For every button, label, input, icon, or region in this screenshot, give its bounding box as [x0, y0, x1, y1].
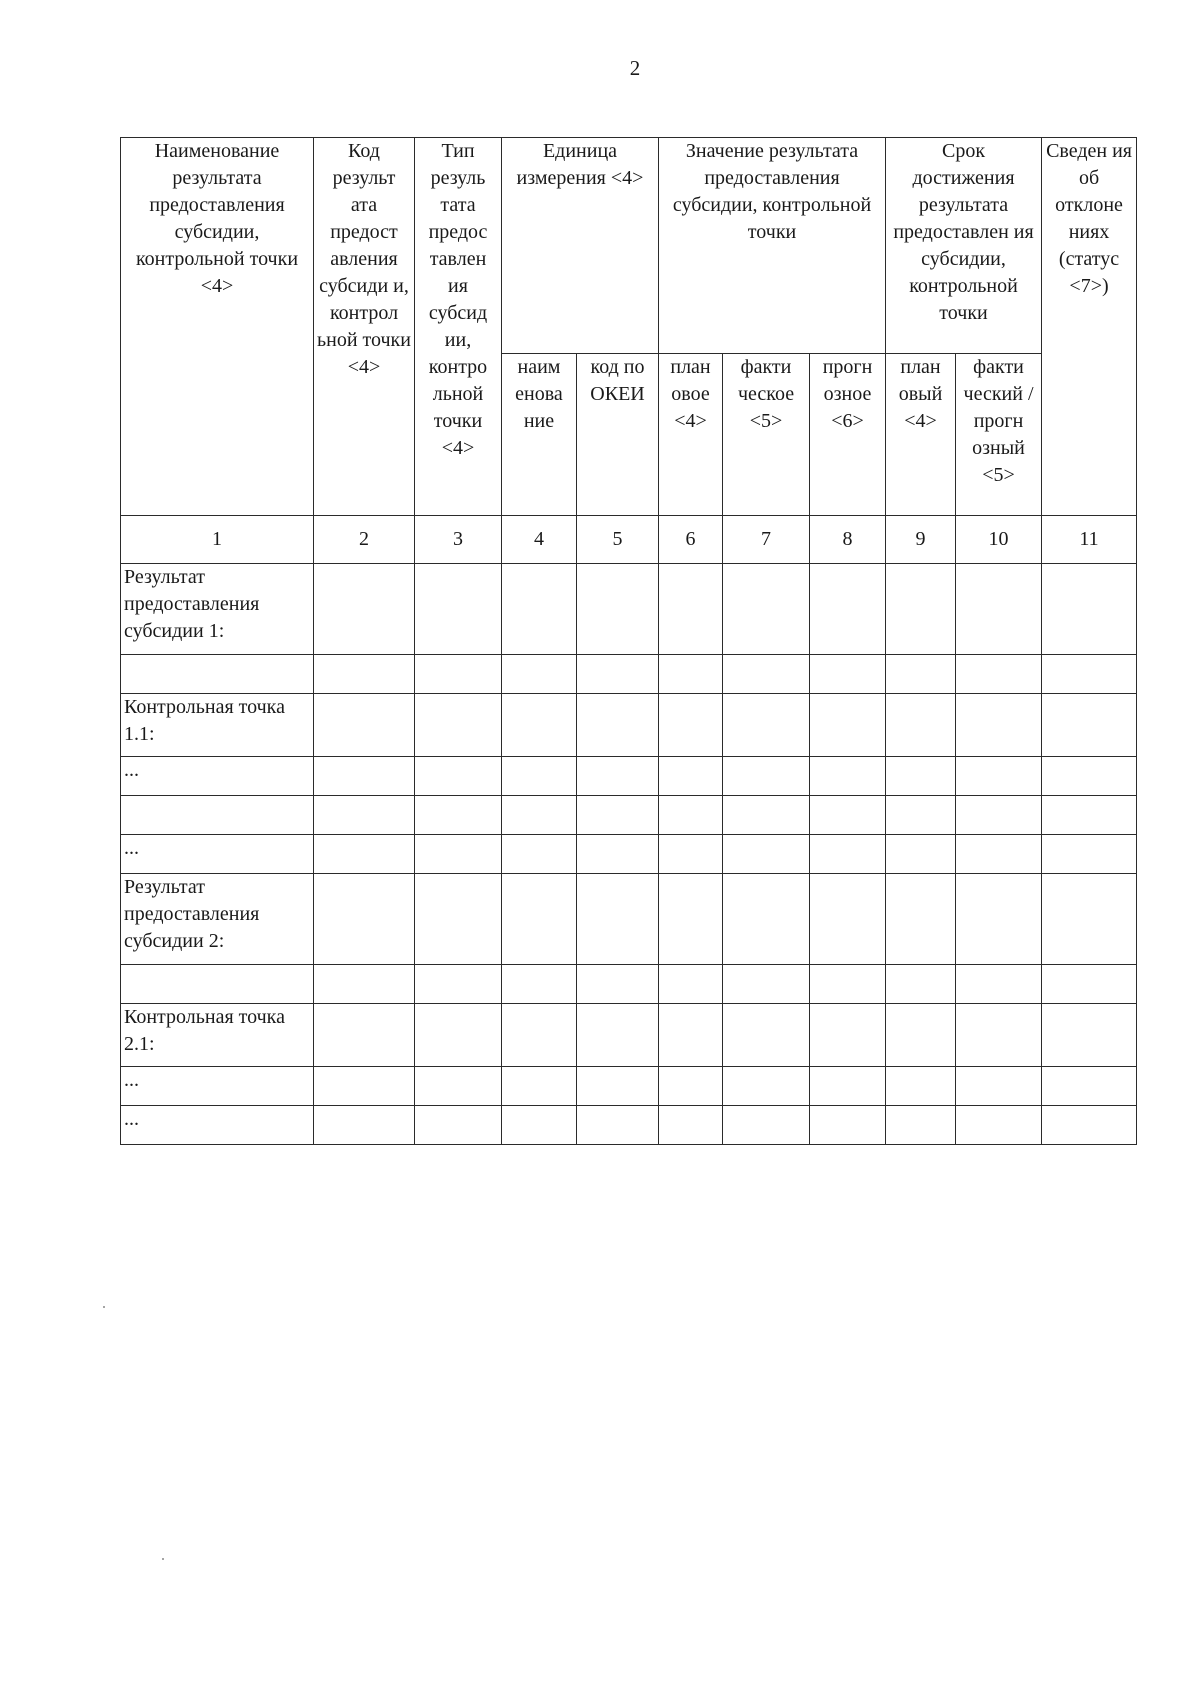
- table-cell: [659, 694, 723, 757]
- table-cell: [577, 1004, 659, 1067]
- table-cell: [502, 694, 577, 757]
- table-cell: [502, 1004, 577, 1067]
- table-cell: [577, 965, 659, 1004]
- table-cell: [415, 1067, 502, 1106]
- table-cell: [956, 655, 1042, 694]
- table-cell: [723, 1067, 810, 1106]
- scan-speck: [103, 1306, 105, 1308]
- row-label: [121, 655, 314, 694]
- table-cell: [723, 564, 810, 655]
- table-cell: [810, 796, 886, 835]
- header-deadline-actual: факти ческий /прогн озный <5>: [956, 354, 1042, 516]
- column-number: 3: [415, 516, 502, 564]
- table-cell: [502, 1067, 577, 1106]
- table-cell: [577, 1067, 659, 1106]
- table-cell: [810, 694, 886, 757]
- table-cell: [723, 835, 810, 874]
- table-cell: [956, 694, 1042, 757]
- table-cell: [415, 835, 502, 874]
- table-cell: [659, 655, 723, 694]
- table-cell: [956, 874, 1042, 965]
- table-row: [121, 965, 1137, 1004]
- table-cell: [415, 757, 502, 796]
- column-number: 8: [810, 516, 886, 564]
- header-value-planned: план овое <4>: [659, 354, 723, 516]
- table-cell: [659, 757, 723, 796]
- table-cell: [723, 796, 810, 835]
- table-cell: [502, 835, 577, 874]
- header-value-forecast: прогн озное <6>: [810, 354, 886, 516]
- table-cell: [723, 694, 810, 757]
- table-row: [121, 835, 1137, 874]
- column-number: 11: [1042, 516, 1137, 564]
- table-cell: [415, 694, 502, 757]
- table-cell: [314, 1004, 415, 1067]
- table-row: [121, 796, 1137, 835]
- table-cell: [415, 965, 502, 1004]
- table-cell: [415, 564, 502, 655]
- table-cell: [1042, 694, 1137, 757]
- table-cell: [502, 564, 577, 655]
- table-cell: [1042, 1067, 1137, 1106]
- table-cell: [577, 655, 659, 694]
- row-label: Контрольная точка 1.1:: [121, 694, 314, 757]
- table-cell: [415, 1004, 502, 1067]
- header-unit-okei: код по ОКЕИ: [577, 354, 659, 516]
- row-label: ...: [121, 1067, 314, 1106]
- table-cell: [723, 874, 810, 965]
- scan-speck: [162, 1558, 164, 1560]
- table-cell: [314, 874, 415, 965]
- row-label: [121, 796, 314, 835]
- table-cell: [723, 1004, 810, 1067]
- table-cell: [956, 1004, 1042, 1067]
- table-row: [121, 1004, 1137, 1067]
- table-cell: [659, 1067, 723, 1106]
- column-number: 2: [314, 516, 415, 564]
- table-cell: [810, 1004, 886, 1067]
- table-cell: [415, 1106, 502, 1145]
- table-cell: [1042, 655, 1137, 694]
- table-cell: [723, 965, 810, 1004]
- table-row: [121, 874, 1137, 965]
- table-cell: [956, 757, 1042, 796]
- row-label: Контрольная точка 2.1:: [121, 1004, 314, 1067]
- table-cell: [810, 965, 886, 1004]
- table-cell: [577, 694, 659, 757]
- table-cell: [1042, 796, 1137, 835]
- table-cell: [723, 655, 810, 694]
- header-code: Код результ ата предост авления субсиди и, контрол ьной точки <4>: [314, 138, 415, 516]
- table-cell: [886, 874, 956, 965]
- table-cell: [502, 874, 577, 965]
- table-cell: [502, 655, 577, 694]
- header-value-actual: факти ческое <5>: [723, 354, 810, 516]
- table-body: [121, 564, 1137, 1145]
- column-number: 9: [886, 516, 956, 564]
- row-label: ...: [121, 1106, 314, 1145]
- row-label: ...: [121, 757, 314, 796]
- table-cell: [502, 757, 577, 796]
- table-cell: [502, 796, 577, 835]
- table-row: [121, 1106, 1137, 1145]
- table-row: [121, 655, 1137, 694]
- table-cell: [886, 796, 956, 835]
- table-cell: [577, 1106, 659, 1145]
- table-cell: [577, 564, 659, 655]
- table-cell: [886, 757, 956, 796]
- table-cell: [810, 757, 886, 796]
- table-cell: [886, 1067, 956, 1106]
- row-label: ...: [121, 835, 314, 874]
- table-cell: [1042, 965, 1137, 1004]
- table-cell: [415, 874, 502, 965]
- table-cell: [314, 1067, 415, 1106]
- table-cell: [956, 1067, 1042, 1106]
- table-cell: [314, 757, 415, 796]
- table-cell: [577, 874, 659, 965]
- table-cell: [810, 835, 886, 874]
- row-label: Результат предоставления субсидии 2:: [121, 874, 314, 965]
- table-cell: [810, 655, 886, 694]
- table-cell: [723, 757, 810, 796]
- table-cell: [415, 796, 502, 835]
- table-row: [121, 564, 1137, 655]
- table-cell: [956, 965, 1042, 1004]
- table-cell: [886, 1004, 956, 1067]
- table-cell: [314, 564, 415, 655]
- table-cell: [659, 965, 723, 1004]
- table-cell: [810, 874, 886, 965]
- column-number: 4: [502, 516, 577, 564]
- table-cell: [659, 796, 723, 835]
- table-cell: [577, 796, 659, 835]
- table-cell: [810, 1067, 886, 1106]
- table-cell: [502, 965, 577, 1004]
- table-row: [121, 757, 1137, 796]
- header-name: Наименование результата предоставления субсидии, контрольной точки <4>: [121, 138, 314, 516]
- table-cell: [577, 835, 659, 874]
- column-number: 1: [121, 516, 314, 564]
- table-cell: [1042, 874, 1137, 965]
- table-cell: [956, 564, 1042, 655]
- table-cell: [1042, 1004, 1137, 1067]
- table-cell: [1042, 835, 1137, 874]
- table-cell: [1042, 564, 1137, 655]
- table-cell: [956, 796, 1042, 835]
- table-cell: [886, 564, 956, 655]
- table-cell: [723, 1106, 810, 1145]
- table-cell: [886, 694, 956, 757]
- table-cell: [314, 835, 415, 874]
- table-cell: [659, 874, 723, 965]
- table-cell: [415, 655, 502, 694]
- table-cell: [314, 655, 415, 694]
- table-cell: [810, 564, 886, 655]
- header-deadline-planned: план овый <4>: [886, 354, 956, 516]
- column-number: 5: [577, 516, 659, 564]
- column-number: 6: [659, 516, 723, 564]
- table-cell: [577, 757, 659, 796]
- table-cell: [659, 835, 723, 874]
- table-cell: [659, 1106, 723, 1145]
- table-cell: [314, 965, 415, 1004]
- table-cell: [886, 1106, 956, 1145]
- table-cell: [956, 835, 1042, 874]
- table-cell: [659, 564, 723, 655]
- table-cell: [314, 796, 415, 835]
- table-cell: [659, 1004, 723, 1067]
- header-type: Тип резуль тата предос тавлен ия субсид ии, контро льной точки <4>: [415, 138, 502, 516]
- table-cell: [956, 1106, 1042, 1145]
- row-label: [121, 965, 314, 1004]
- table-cell: [314, 694, 415, 757]
- header-deviations: Сведен ия об отклоне ниях (статус <7>): [1042, 138, 1137, 516]
- table-row: [121, 694, 1137, 757]
- table-row: [121, 1067, 1137, 1106]
- results-table: [120, 137, 1137, 1145]
- header-deadline: Срок достижения результата предоставлен ия субсидии, контрольной точки: [886, 138, 1042, 354]
- table-cell: [886, 835, 956, 874]
- row-label: Результат предоставления субсидии 1:: [121, 564, 314, 655]
- column-number: 10: [956, 516, 1042, 564]
- column-number: 7: [723, 516, 810, 564]
- table-cell: [886, 655, 956, 694]
- header-value: Значение результата предоставления субсидии, контрольной точки: [659, 138, 886, 354]
- table-cell: [314, 1106, 415, 1145]
- header-unit-name: наим енова ние: [502, 354, 577, 516]
- table-cell: [502, 1106, 577, 1145]
- table-cell: [886, 965, 956, 1004]
- table-cell: [1042, 1106, 1137, 1145]
- table-cell: [1042, 757, 1137, 796]
- page-number: 2: [629, 56, 641, 80]
- table-cell: [810, 1106, 886, 1145]
- header-unit: Единица измерения <4>: [502, 138, 659, 354]
